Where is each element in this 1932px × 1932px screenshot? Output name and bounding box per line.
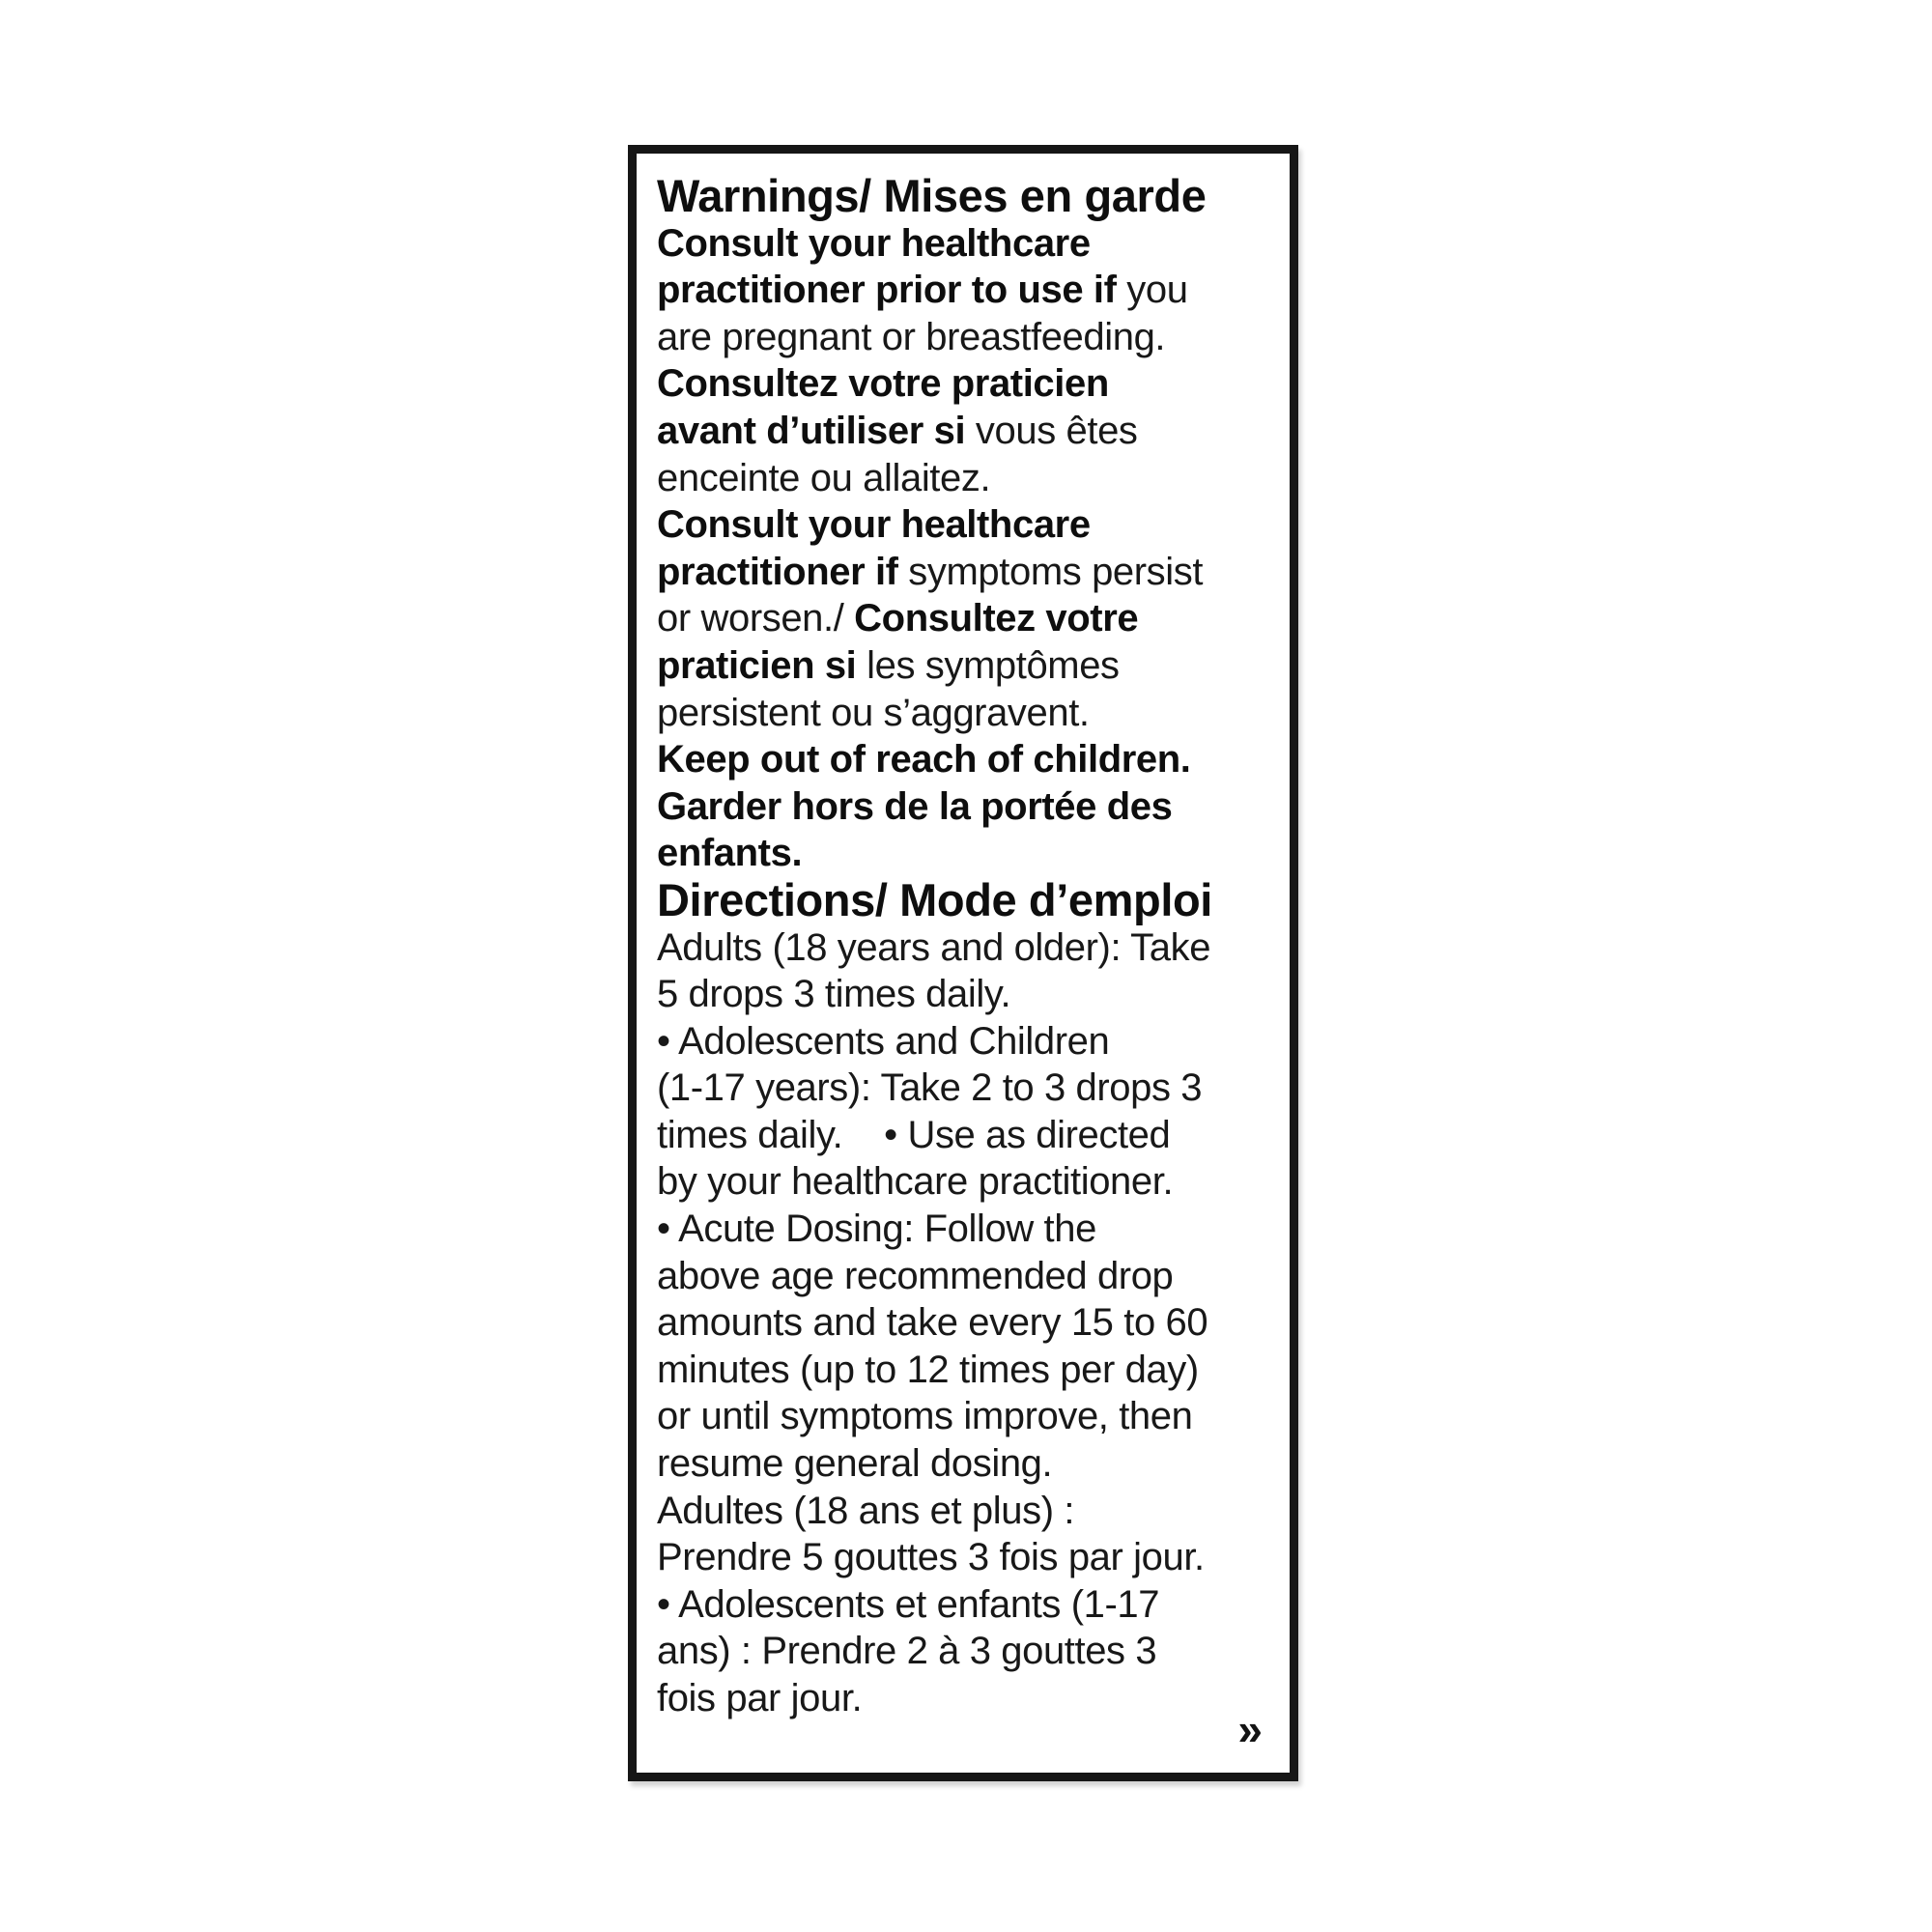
text-segment: Consultez votre: [854, 597, 1139, 640]
text-line: [657, 1065, 1276, 1112]
text-line: [657, 971, 1276, 1018]
text-segment: (1-17 years): Take 2 to 3 drops 3: [657, 1066, 1203, 1110]
text-segment: ans) : Prendre 2 à 3 gouttes 3: [657, 1630, 1157, 1673]
text-segment: • Adolescents and Children: [657, 1019, 1110, 1063]
text-line: [657, 924, 1276, 972]
text-line: [657, 314, 1276, 361]
text-segment: above age recommended drop: [657, 1254, 1174, 1297]
text-segment: Directions/ Mode d’emploi: [657, 873, 1212, 925]
text-line: [657, 1675, 1276, 1722]
text-segment: amounts and take every 15 to 60: [657, 1301, 1208, 1345]
text-line: [657, 1628, 1276, 1675]
text-line: [657, 220, 1276, 268]
text-segment: or until symptoms improve, then: [657, 1395, 1193, 1438]
text-line: [657, 267, 1276, 314]
text-segment: avant d’utiliser si: [657, 409, 966, 452]
text-segment: enceinte ou allaitez.: [657, 456, 991, 499]
section-heading: [657, 170, 1276, 221]
text-line: [657, 408, 1276, 455]
text-line: [657, 549, 1276, 596]
text-segment: by your healthcare practitioner.: [657, 1160, 1174, 1204]
text-segment: practitioner prior to use if: [657, 269, 1117, 312]
text-segment: minutes (up to 12 times per day): [657, 1348, 1199, 1391]
text-line: [657, 830, 1276, 877]
text-line: [657, 690, 1276, 737]
text-line: [657, 501, 1276, 549]
text-line: [657, 360, 1276, 408]
warnings-label-panel: [628, 145, 1298, 1781]
text-segment: Consult your healthcare: [657, 503, 1091, 547]
text-segment: Keep out of reach of children.: [657, 738, 1191, 781]
text-line: [657, 1488, 1276, 1535]
text-line: [657, 736, 1276, 783]
text-segment: • Adolescents et enfants (1-17: [657, 1582, 1160, 1626]
text-line: [657, 642, 1276, 690]
text-segment: praticien si: [657, 643, 857, 687]
text-line: [657, 595, 1276, 642]
text-segment: Warnings/ Mises en garde: [657, 170, 1207, 221]
label-text: [657, 170, 1276, 1722]
text-line: [657, 455, 1276, 502]
section-heading: [657, 873, 1276, 925]
text-line: [657, 1206, 1276, 1253]
text-line: [657, 1112, 1276, 1159]
text-segment: Consult your healthcare: [657, 221, 1091, 265]
text-line: [657, 1534, 1276, 1581]
text-line: [657, 1158, 1276, 1206]
text-line: [657, 1347, 1276, 1394]
text-segment: you: [1116, 269, 1188, 312]
text-segment: les symptômes: [856, 643, 1120, 687]
text-segment: fois par jour.: [657, 1677, 863, 1719]
text-line: [657, 1253, 1276, 1300]
text-segment: 5 drops 3 times daily.: [657, 973, 1011, 1016]
text-line: [657, 1299, 1276, 1347]
text-line: [657, 1440, 1276, 1488]
text-segment: times daily. • Use as directed: [657, 1113, 1171, 1156]
text-segment: persistent ou s’aggravent.: [657, 691, 1090, 734]
text-segment: are pregnant or breastfeeding.: [657, 315, 1166, 358]
text-line: [657, 1018, 1276, 1065]
text-line: [657, 1393, 1276, 1440]
text-segment: Consultez votre praticien: [657, 362, 1109, 406]
text-segment: Garder hors de la portée des: [657, 784, 1173, 828]
text-segment: or worsen./: [657, 597, 855, 640]
text-segment: enfants.: [657, 832, 803, 875]
text-segment: resume general dosing.: [657, 1442, 1053, 1486]
text-line: [657, 783, 1276, 831]
text-segment: practitioner if: [657, 550, 898, 593]
text-segment: Adultes (18 ans et plus) :: [657, 1489, 1075, 1532]
text-line: [657, 1581, 1276, 1629]
text-segment: vous êtes: [965, 409, 1138, 452]
text-segment: Prendre 5 gouttes 3 fois par jour.: [657, 1536, 1205, 1579]
more-content-chevrons-icon: »: [1237, 1704, 1263, 1754]
text-segment: symptoms persist: [897, 550, 1204, 593]
text-segment: • Acute Dosing: Follow the: [657, 1208, 1096, 1251]
text-segment: Adults (18 years and older): Take: [657, 925, 1211, 969]
